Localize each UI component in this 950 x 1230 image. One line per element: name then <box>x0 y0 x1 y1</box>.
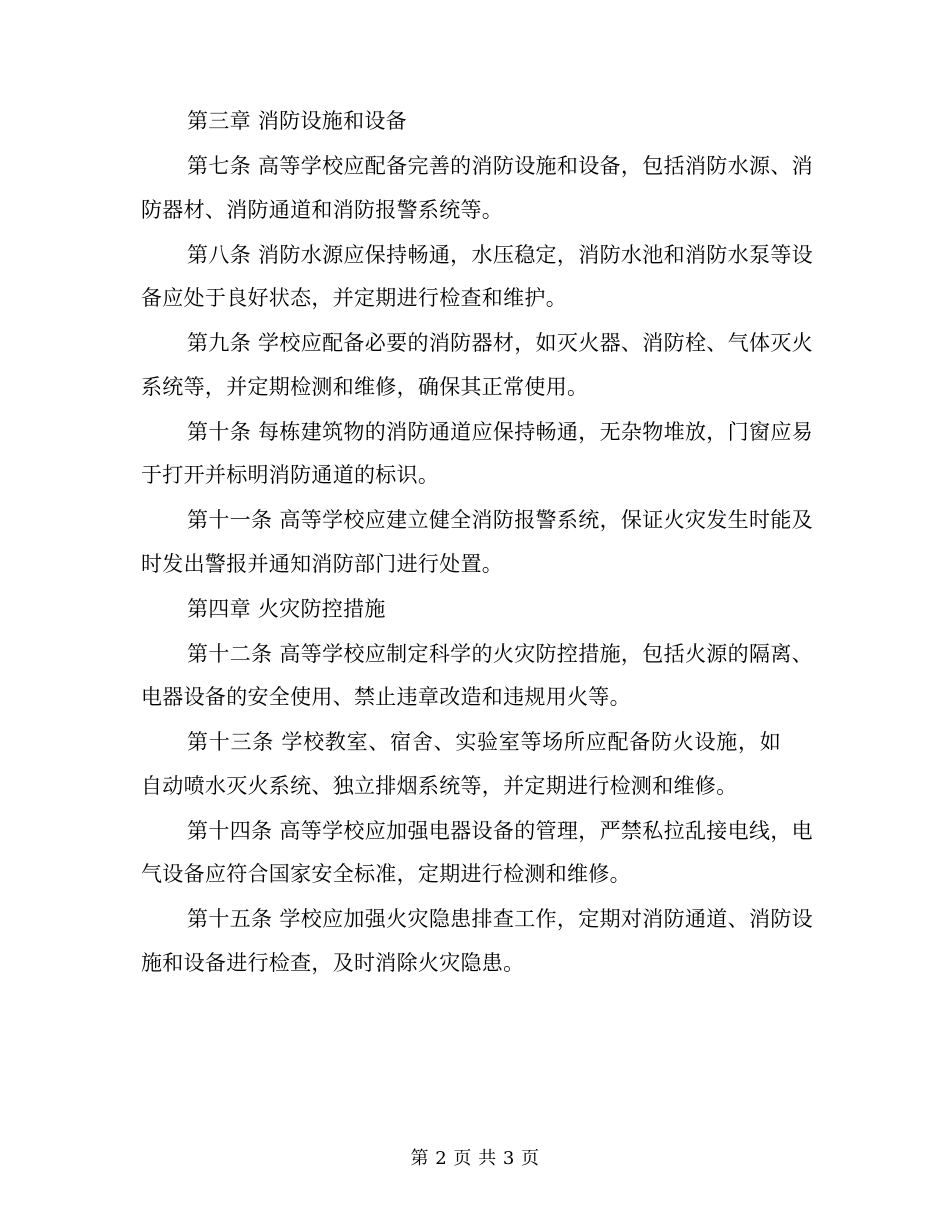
chapter-heading-4: 第四章 火灾防控措施 <box>187 596 386 621</box>
article-10: 第十条 每栋建筑物的消防通道应保持畅通，无杂物堆放，门窗应易于打开并标明消防通道的标识。 <box>141 419 813 487</box>
article-13: 第十三条 学校教室、宿舍、实验室等场所应配备防火设施，如自动喷水灭火系统、独立排烟系统等，并定期进行检测和维修。 <box>141 730 781 798</box>
chapter-heading-3: 第三章 消防设施和设备 <box>187 109 407 133</box>
document-body <box>141 100 813 987</box>
article-11: 第十一条 高等学校应建立健全消防报警系统，保证火灾发生时能及时发出警报并通知消防部门进行处置。 <box>141 508 813 576</box>
article-14: 第十四条 高等学校应加强电器设备的管理，严禁私拉乱接电线，电气设备应符合国家安全标准，定期进行检测和维修。 <box>141 818 813 886</box>
article-9: 第九条 学校应配备必要的消防器材，如灭火器、消防栓、气体灭火系统等，并定期检测和维修，确保其正常使用。 <box>141 331 813 399</box>
article-7: 第七条 高等学校应配备完善的消防设施和设备，包括消防水源、消防器材、消防通道和消防报警系统等。 <box>141 154 813 222</box>
article-8: 第八条 消防水源应保持畅通，水压稳定，消防水池和消防水泵等设备应处于良好状态，并定期进行检查和维护。 <box>141 242 813 310</box>
article-15: 第十五条 学校应加强火灾隐患排查工作，定期对消防通道、消防设施和设备进行检查，及时消除火灾隐患。 <box>141 907 813 975</box>
page-number-footer: 第 2 页 共 3 页 <box>410 1148 540 1169</box>
article-12: 第十二条 高等学校应制定科学的火灾防控措施，包括火源的隔离、电器设备的安全使用、禁止违章改造和违规用火等。 <box>141 641 813 709</box>
